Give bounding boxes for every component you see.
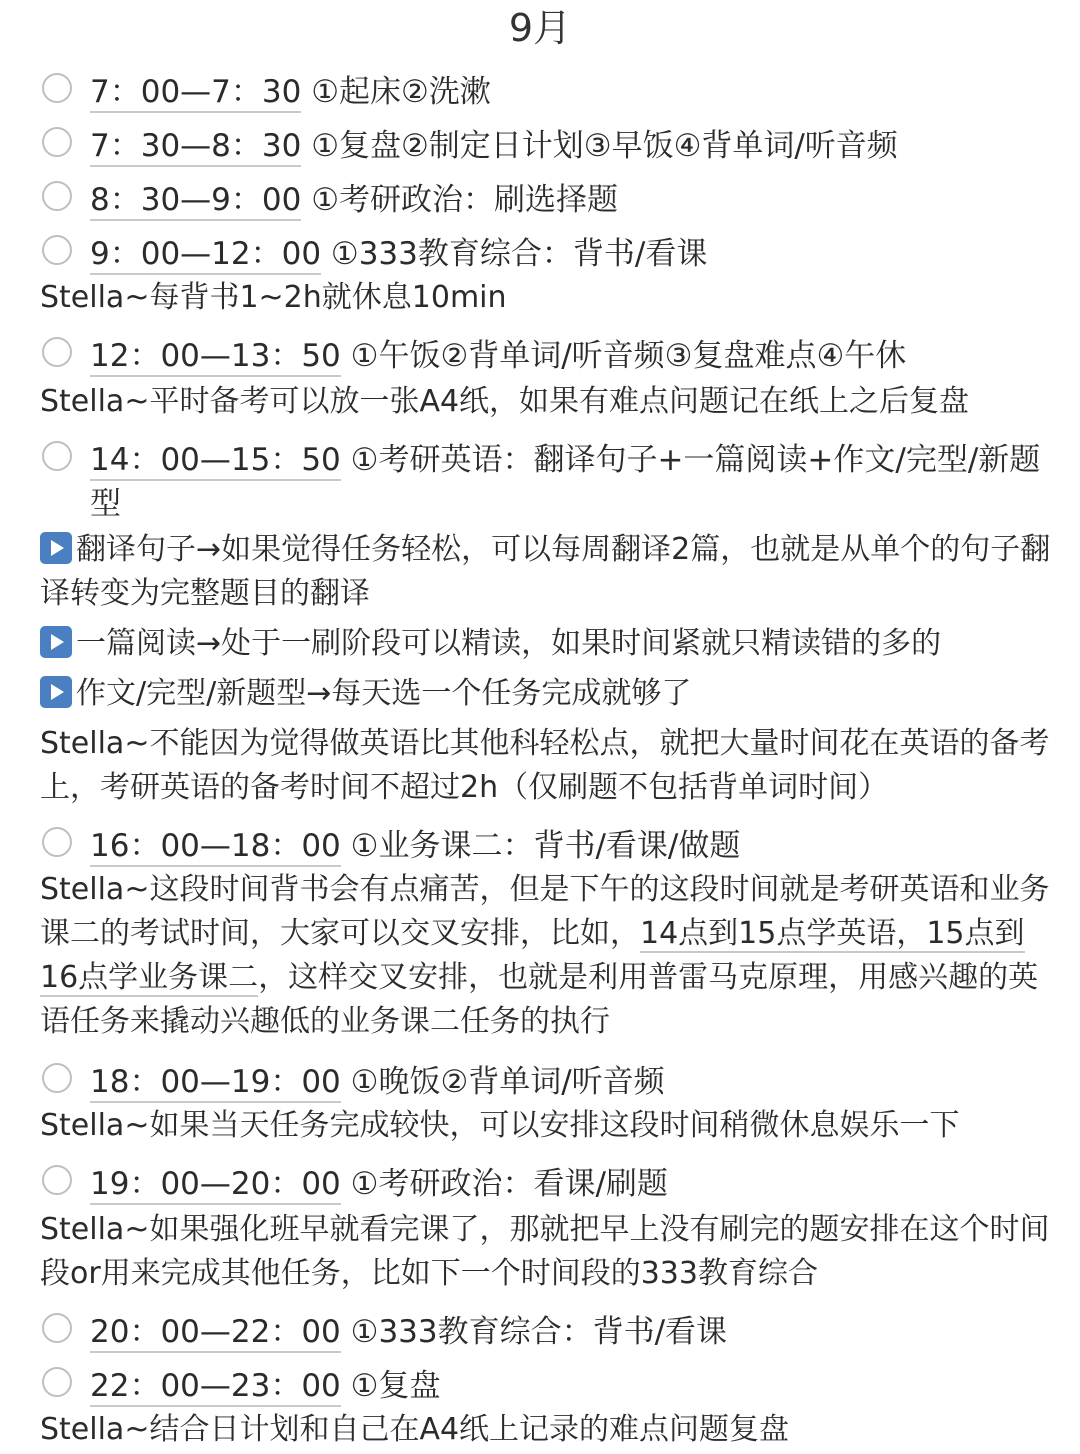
task-text <box>90 124 1050 168</box>
tip-note: Stella~如果强化班早就看完课了，那就把早上没有刷完的题安排在这个时间段or用来完成其他任务，比如下一个时间段的333教育综合 <box>40 1212 1050 1291</box>
checkbox-circle-icon[interactable] <box>42 1313 72 1343</box>
task-item[interactable] <box>0 62 1080 114</box>
task-text <box>90 232 1050 276</box>
checkbox-circle-icon[interactable] <box>42 73 72 103</box>
task-item[interactable] <box>0 1052 1080 1104</box>
tip-note: Stella~不能因为觉得做英语比其他科轻松点，就把大量时间花在英语的备考上，考研英语的备考时间不超过2h（仅刷题不包括背单词时间） <box>40 726 1050 805</box>
task-desc: ①业务课二：背书/看课/做题 <box>340 828 741 864</box>
task-text <box>90 70 1050 114</box>
task-time: 7：00—7：30 <box>90 74 301 113</box>
task-item[interactable] <box>0 1302 1080 1354</box>
task-item[interactable] <box>0 1356 1080 1408</box>
task-item[interactable] <box>0 224 1080 276</box>
task-time: 19：00—20：00 <box>90 1166 341 1205</box>
task-desc: ①考研英语：翻译句子+一篇阅读+作文/完型/新题型 <box>90 442 1041 522</box>
bullet-text: 翻译句子→如果觉得任务轻松，可以每周翻译2篇，也就是从单个的句子翻译转变为完整题目的翻译 <box>40 532 1051 611</box>
bullet-note <box>40 672 1052 716</box>
task-text <box>90 178 1050 222</box>
task-time: 20：00—22：00 <box>90 1314 341 1353</box>
bullet-note <box>40 622 1052 666</box>
task-time: 8：30—9：00 <box>90 182 301 221</box>
tip-note: Stella~每背书1~2h就休息10min <box>40 280 507 315</box>
task-time: 9：00—12：00 <box>90 236 321 275</box>
tip-note: Stella~结合日计划和自己在A4纸上记录的难点问题复盘 <box>40 1412 790 1447</box>
checkbox-circle-icon[interactable] <box>42 181 72 211</box>
checkbox-circle-icon[interactable] <box>42 337 72 367</box>
task-item[interactable] <box>0 170 1080 222</box>
play-icon <box>40 626 72 658</box>
task-time: 7：30—8：30 <box>90 128 301 167</box>
tip-note: Stella~平时备考可以放一张A4纸，如果有难点问题记在纸上之后复盘 <box>40 384 970 419</box>
task-text <box>90 1310 1050 1354</box>
task-desc: ①333教育综合：背书/看课 <box>321 236 708 272</box>
task-item[interactable] <box>0 1154 1080 1206</box>
task-text <box>90 1364 1050 1408</box>
task-time: 14：00—15：50 <box>90 442 341 481</box>
checkbox-circle-icon[interactable] <box>42 235 72 265</box>
checkbox-circle-icon[interactable] <box>42 127 72 157</box>
play-icon <box>40 532 72 564</box>
bullet-note <box>40 528 1052 616</box>
task-text <box>90 334 1050 378</box>
task-item[interactable] <box>0 326 1080 378</box>
tip-note <box>40 868 1052 1044</box>
task-desc: ①午饭②背单词/听音频③复盘难点④午休 <box>340 338 907 374</box>
bullet-text: 作文/完型/新题型→每天选一个任务完成就够了 <box>76 676 692 711</box>
task-time: 12：00—13：50 <box>90 338 341 377</box>
task-desc: ①复盘②制定日计划③早饭④背单词/听音频 <box>301 128 898 164</box>
task-text <box>90 438 1050 526</box>
checkbox-circle-icon[interactable] <box>42 441 72 471</box>
bullet-text: 一篇阅读→处于一刷阶段可以精读，如果时间紧就只精读错的多的 <box>76 626 942 661</box>
task-desc: ①333教育综合：背书/看课 <box>340 1314 728 1350</box>
task-item[interactable] <box>0 430 1080 520</box>
task-time: 18：00—19：00 <box>90 1064 341 1103</box>
note-text: ，这样交叉安排，也就是利用普雷马克原理，用感兴趣的英语任务来撬动兴趣低的业务课二任务的执行 <box>40 960 1039 1039</box>
task-desc: ①晚饭②背单词/听音频 <box>340 1064 665 1100</box>
checkbox-circle-icon[interactable] <box>42 1165 72 1195</box>
task-time: 22：00—23：00 <box>90 1368 341 1407</box>
tip-note: Stella~如果当天任务完成较快，可以安排这段时间稍微休息娱乐一下 <box>40 1108 960 1143</box>
task-desc: ①考研政治：刷选择题 <box>301 182 618 218</box>
checkbox-circle-icon[interactable] <box>42 1367 72 1397</box>
task-item[interactable] <box>0 116 1080 168</box>
task-text <box>90 1060 1050 1104</box>
task-time: 16：00—18：00 <box>90 828 341 867</box>
checkbox-circle-icon[interactable] <box>42 1063 72 1093</box>
task-item[interactable] <box>0 816 1080 868</box>
note-highlight: 14点到15点学英语，15点到16点学业务课二 <box>40 916 1025 995</box>
task-text <box>90 1162 1050 1206</box>
checkbox-circle-icon[interactable] <box>42 827 72 857</box>
page-title: 9月 <box>508 6 572 50</box>
task-desc: ①复盘 <box>340 1368 441 1404</box>
note-text: Stella~这段时间背书会有点痛苦，但是下午的这段时间就是考研英语和业务课二的考试时间，大家可以交叉安排，比如， <box>40 872 1050 951</box>
task-text <box>90 824 1050 868</box>
task-desc: ①起床②洗漱 <box>301 74 491 110</box>
task-desc: ①考研政治：看课/刷题 <box>340 1166 668 1202</box>
play-icon <box>40 676 72 708</box>
